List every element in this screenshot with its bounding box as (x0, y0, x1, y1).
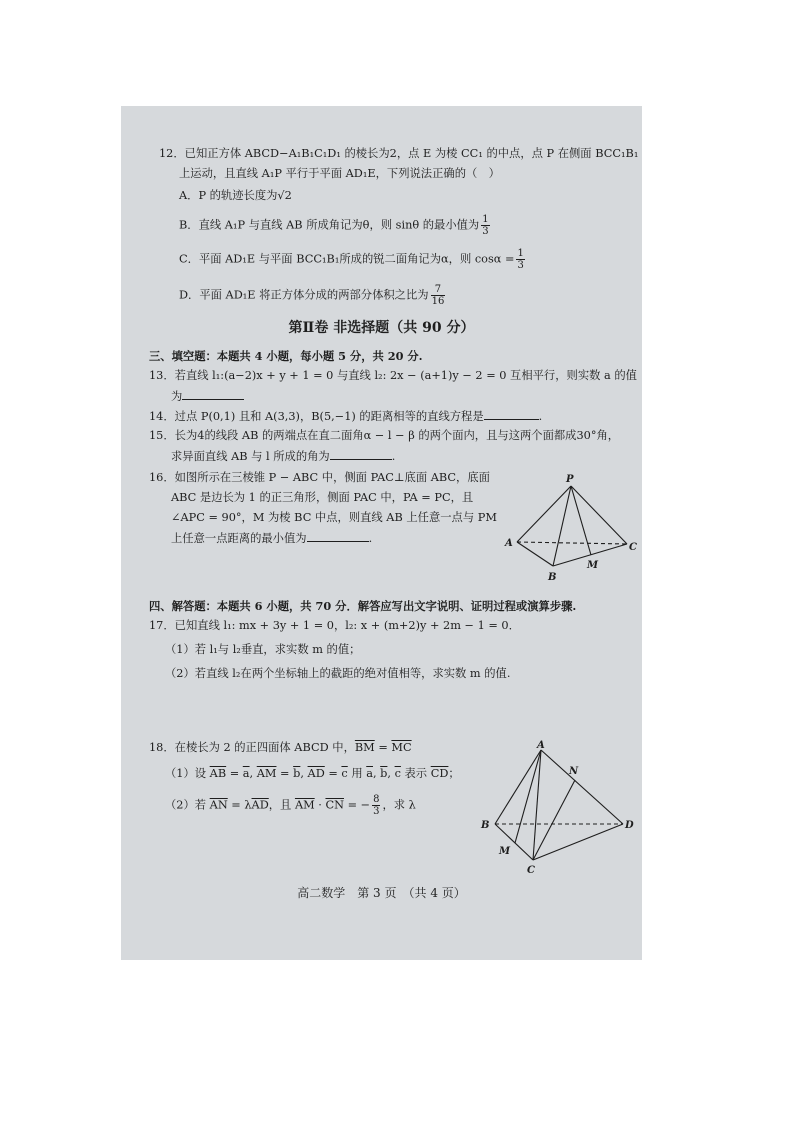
q16-pyramid-figure (501, 466, 641, 586)
q16-line4: 上任意一点距离的最小值为 . (171, 532, 373, 545)
label-b: B (548, 572, 557, 583)
q16-answer-blank[interactable] (307, 530, 369, 542)
q15-line1: 15．长为4的线段 AB 的两端点在直二面角α − l − β 的两个面内，且与这两个面都成30°角， (149, 429, 620, 442)
q17-line1: 17．已知直线 l₁: mx + 3y + 1 = 0，l₂: x + (m+2)y + 2m − 1 = 0． (149, 619, 520, 632)
q12-option-b: B．直线 A₁P 与直线 AB 所成角记为θ，则 sinθ 的最小值为 $\frac{1}{3}$ (179, 214, 489, 237)
q12-stem-line1: 12．已知正方体 ABCD−A₁B₁C₁D₁ 的棱长为2，点 E 为棱 CC₁ 的中点，点 P 在侧面 BCC₁B₁ (159, 147, 639, 160)
q18-tetrahedron-figure (477, 736, 641, 876)
q18-line1: 18．在棱长为 2 的正四面体 ABCD 中，$\overline{BM} = \overline{MC}$ (149, 741, 412, 754)
q15-answer-blank[interactable] (330, 448, 392, 460)
label-a: A (537, 740, 545, 751)
label-d: D (625, 820, 634, 831)
q13-answer-blank[interactable] (182, 388, 244, 400)
q13-line1: 13．若直线 l₁:(a−2)x + y + 1 = 0 与直线 l₂: 2x − (a+1)y − 2 = 0 互相平行，则实数 a 的值 (149, 369, 637, 382)
edge-ab (495, 750, 541, 824)
section-3-heading: 三、填空题：本题共 4 小题，每小题 5 分，共 20 分. (149, 349, 423, 363)
q17-sub1: （1）若 l₁与 l₂垂直，求实数 m 的值； (165, 643, 361, 656)
edge-pb (553, 486, 571, 566)
edge-pa (517, 486, 571, 542)
part-2-title: 第Ⅱ卷 非选择题（共 90 分） (288, 320, 475, 336)
q16-line1: 16．如图所示在三棱锥 P − ABC 中，侧面 PAC⊥底面 ABC，底面 (149, 471, 490, 484)
label-c: C (527, 865, 535, 876)
edge-ab (517, 542, 553, 566)
edge-ac (533, 750, 541, 860)
q12-option-d: D．平面 AD₁E 将正方体分成的两部分体积之比为 $\frac{7}{16}$ (179, 284, 445, 307)
edge-cn (533, 780, 575, 860)
label-p: P (566, 474, 574, 485)
label-n: N (569, 766, 579, 777)
q16-line2: ABC 是边长为 1 的正三角形，侧面 PAC 中，PA = PC，且 (171, 491, 474, 504)
label-a: A (505, 538, 513, 549)
edge-ac (517, 542, 627, 544)
q18-sub2-fraction: $\frac{8}{3}$ (373, 794, 380, 817)
page-footer: 高二数学 第 3 页 （共 4 页） (297, 886, 466, 900)
edge-cd (533, 824, 623, 860)
label-b: B (481, 820, 490, 831)
q15-line2: 求异面直线 AB 与 l 所成的角为 . (171, 450, 396, 463)
q13-line2: 为 (171, 388, 244, 405)
q12-option-c-fraction: $\frac{1}{3}$ (517, 248, 524, 271)
q12-option-d-fraction: $\frac{7}{16}$ (431, 284, 445, 307)
q12-option-a: A．P 的轨迹长度为√2 (179, 189, 292, 202)
q12-stem-line2: 上运动，且直线 A₁P 平行于平面 AD₁E，下列说法正确的（ ） (179, 167, 500, 180)
q14-answer-blank[interactable] (484, 408, 539, 420)
edge-ad (541, 750, 623, 824)
label-m: M (499, 846, 511, 857)
q18-sub1: （1）设 $\overline{AB} = \overline{a}$, $\overline{AM} = \overline{b}$, $\overline{AD} = \overline{c}$ 用 $\overline{a}$, $\overline{b}$, $\overline{c}$ 表示 $\overline{CD}$； (165, 767, 460, 780)
q17-sub2: （2）若直线 l₂在两个坐标轴上的截距的绝对值相等，求实数 m 的值. (165, 667, 511, 680)
q18-sub2: （2）若 $\overline{AN} = \lambda\overline{AD}$，且 $\overline{AM} \cdot \overline{CN}$ = − $\frac{8}{3}$ ，求 λ (165, 794, 416, 817)
label-m: M (587, 560, 599, 571)
section-4-heading: 四、解答题：本题共 6 小题，共 70 分．解答应写出文字说明、证明过程或演算步骤. (149, 599, 577, 613)
q12-option-b-fraction: $\frac{1}{3}$ (482, 214, 489, 237)
question-14: 14．过点 P(0,1) 且和 A(3,3)，B(5,−1) 的距离相等的直线方程是 . (149, 410, 543, 423)
label-c: C (629, 542, 637, 553)
q12-option-c: C．平面 AD₁E 与平面 BCC₁B₁所成的锐二面角记为α，则 cosα = $\frac{1}{3}$ (179, 248, 524, 271)
exam-page (121, 106, 642, 960)
q16-line3: ∠APC = 90°，M 为棱 BC 中点，则直线 AB 上任意一点与 PM (171, 511, 497, 524)
